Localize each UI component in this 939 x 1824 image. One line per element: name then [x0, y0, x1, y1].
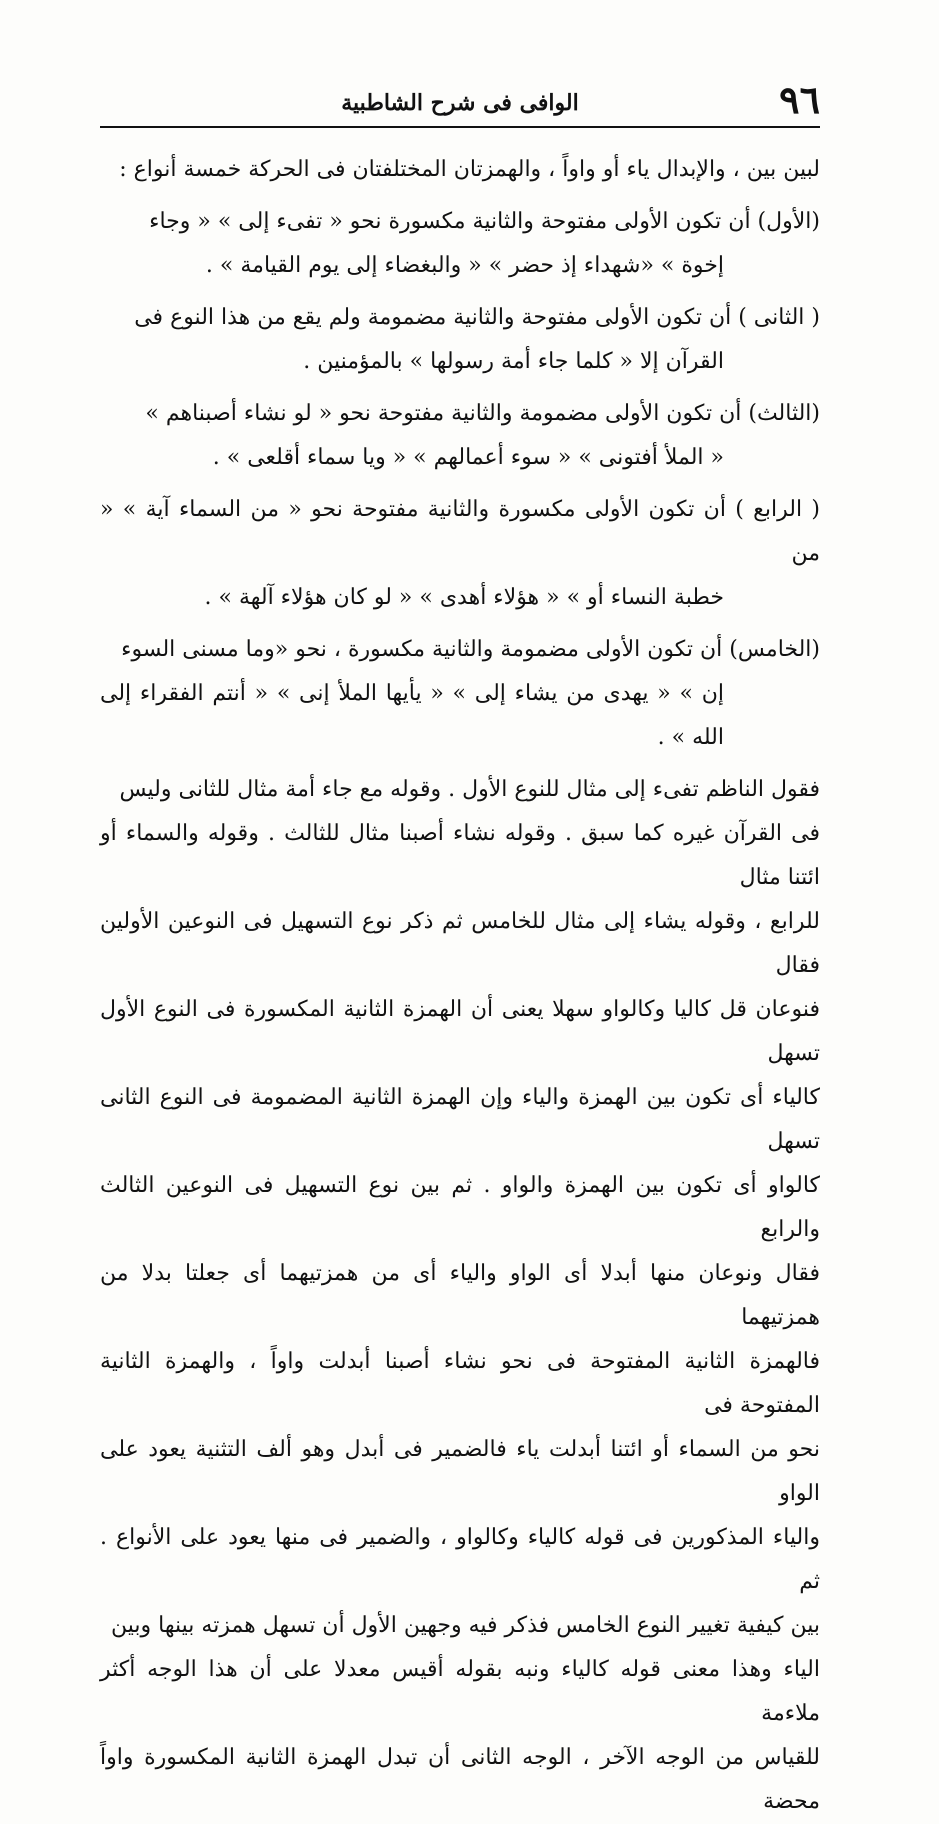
commentary-line: فى القرآن غيره كما سبق . وقوله نشاء أصبنا مثال للثالث . وقوله والسماء أو ائتنا مثال: [100, 821, 820, 890]
commentary-line: الياء وهذا معنى قوله كالياء ونبه بقوله أقيس معدلا على أن هذا الوجه أكثر ملاءمة: [100, 1657, 821, 1726]
commentary-paragraph: [100, 768, 820, 1824]
body-text: [100, 148, 820, 1824]
page-header: [100, 76, 820, 122]
commentary-line: فالهمزة الثانية المفتوحة فى نحو نشاء أصبنا أبدلت واواً ، والهمزة الثانية المفتوحة فى: [100, 1349, 820, 1418]
item-continuation: إن » « يهدى من يشاء إلى » « يأيها الملأ إنى » « أنتم الفقراء إلى الله » .: [100, 681, 724, 750]
commentary-line: فنوعان قل كاليا وكالواو سهلا يعنى أن الهمزة الثانية المكسورة فى النوع الأول تسهل: [100, 997, 820, 1066]
commentary-line: بين كيفية تغيير النوع الخامس فذكر فيه وجهين الأول أن تسهل همزته بينها وبين: [111, 1613, 820, 1638]
commentary-line: نحو من السماء أو ائتنا أبدلت ياء فالضمير فى أبدل وهو ألف التثنية يعود على الواو: [100, 1437, 820, 1506]
commentary-line: فقال ونوعان منها أبدلا أى الواو والياء أى من همزتيهما أى جعلتا بدلا من همزتيهما: [100, 1261, 820, 1330]
commentary-line: كالياء أى تكون بين الهمزة والياء وإن الهمزة الثانية المضمومة فى النوع الثانى تسهل: [100, 1085, 820, 1154]
item-first-line: (الثالث) أن تكون الأولى مضمومة والثانية مفتوحة نحو « لو نشاء أصبناهم »: [145, 401, 820, 426]
item-first-line: ( الرابع ) أن تكون الأولى مكسورة والثانية مفتوحة نحو « من السماء آية » « من: [100, 497, 820, 566]
list-item-fourth: [100, 488, 820, 620]
commentary-line: للقياس من الوجه الآخر ، الوجه الثانى أن تبدل الهمزة الثانية المكسورة واواً محضة: [100, 1745, 820, 1814]
commentary-line: للرابع ، وقوله يشاء إلى مثال للخامس ثم ذكر نوع التسهيل فى النوعين الأولين فقال: [100, 909, 820, 978]
item-first-line: (الأول) أن تكون الأولى مفتوحة والثانية مكسورة نحو « تفىء إلى » « وجاء: [149, 209, 820, 234]
item-continuation: خطبة النساء أو » « هؤلاء أهدى » « لو كان هؤلاء آلهة » .: [204, 585, 724, 610]
item-continuation: القرآن إلا « كلما جاء أمة رسولها » بالمؤمنين .: [303, 349, 724, 374]
header-rule: [100, 126, 820, 128]
item-first-line: (الخامس) أن تكون الأولى مضمومة والثانية مكسورة ، نحو «وما مسنى السوء: [121, 637, 820, 662]
commentary-line: فقول الناظم تفىء إلى مثال للنوع الأول . وقوله مع جاء أمة مثال للثانى وليس: [119, 777, 820, 802]
commentary-line: كالواو أى تكون بين الهمزة والواو . ثم بين نوع التسهيل فى النوعين الثالث والرابع: [100, 1173, 820, 1242]
page-number: ٩٦: [779, 77, 820, 122]
list-item-first: [100, 200, 820, 288]
running-title: الوافى فى شرح الشاطبية: [341, 90, 579, 116]
commentary-line: والياء المذكورين فى قوله كالياء وكالواو ، والضمير فى منها يعود على الأنواع . ثم: [100, 1525, 820, 1594]
intro-paragraph: لبين بين ، والإبدال ياء أو واواً ، والهمزتان المختلفتان فى الحركة خمسة أنواع :: [119, 157, 820, 182]
list-item-third: [100, 392, 820, 480]
item-continuation: إخوة » «شهداء إذ حضر » « والبغضاء إلى يوم القيامة » .: [205, 253, 724, 278]
list-item-fifth: [100, 628, 820, 760]
item-first-line: ( الثانى ) أن تكون الأولى مفتوحة والثانية مضمومة ولم يقع من هذا النوع فى: [134, 305, 820, 330]
item-continuation: « الملأ أفتونى » « سوء أعمالهم » « ويا سماء أقلعى » .: [212, 445, 724, 470]
list-item-second: [100, 296, 820, 384]
